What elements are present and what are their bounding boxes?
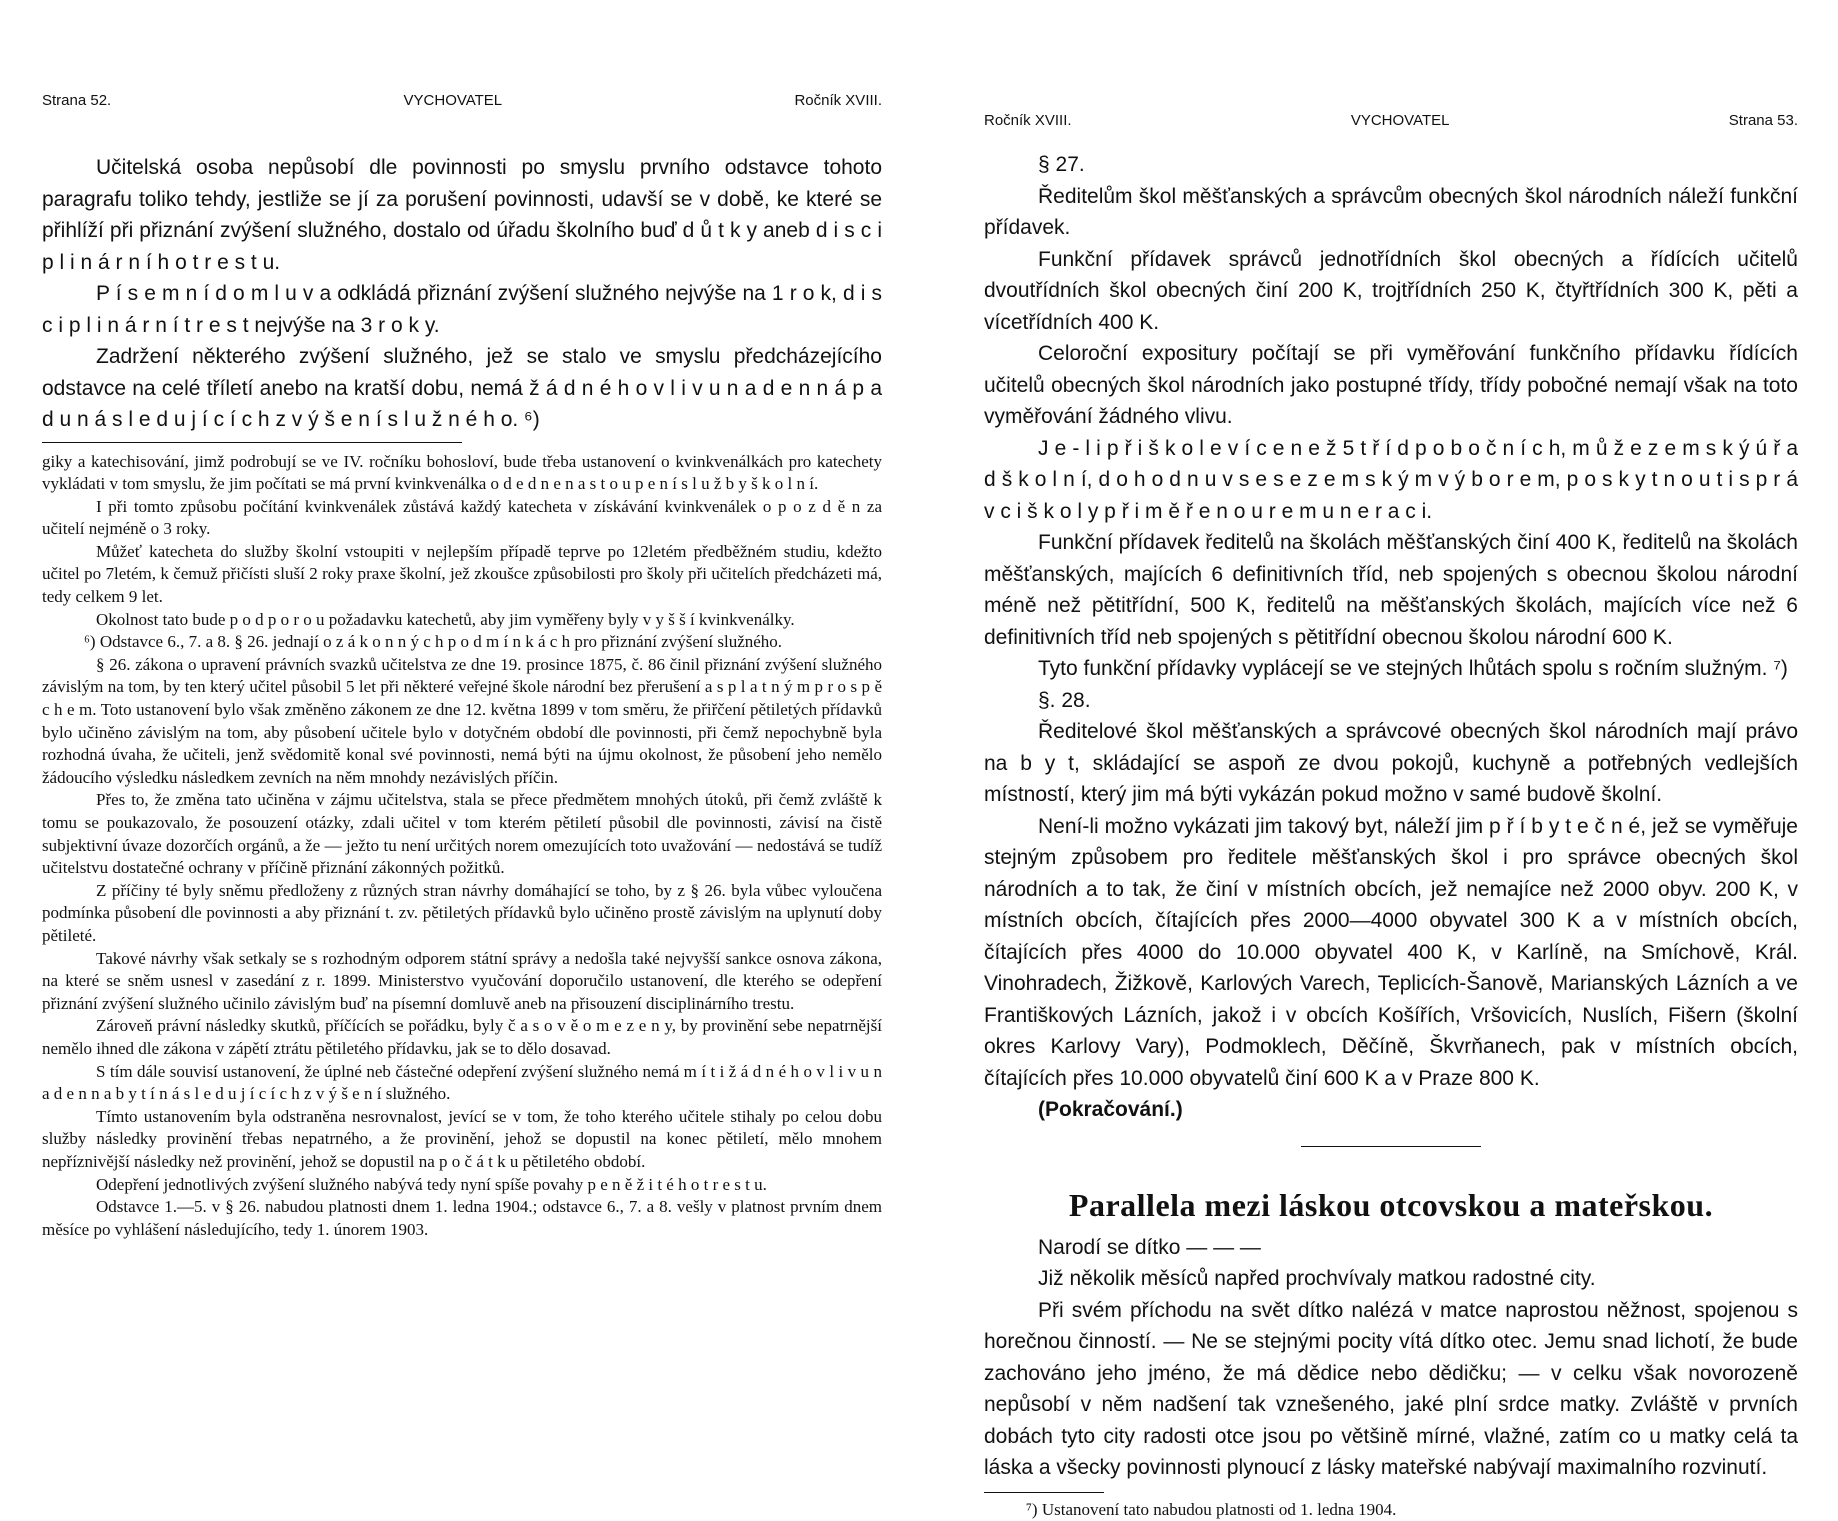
section-heading: § 27. bbox=[1038, 153, 1085, 176]
paragraph: Není-li možno vykázati jim takový byt, náleží jim p ř í b y t e č n é, jež se vyměřuje stejným způsobem pro ředitele měšťanských škol i pro správce obecných škol národních a to tak, že činí v místních obcích, jež nemajíce než 2000 obyv. 200 K, v místních obcích, čítajících přes 2000—4000 obyvatel 300 K a v místních obcích, čítajících přes 4000 do 10.000 obyvatel 400 K, v Karlíně, na Smíchově, Král. Vinohradech, Žižkově, Karlových Varech, Teplicích-Šanově, Marianských Lázních a ve Františkových Lázních, jakož i v obcích Košířích, Vršovicích, Nuslích, Fišern (školní okres Karlovy Vary), Podmoklech, Děčíně, Škvrňanech, pak v místních obcích, čítajících přes 10.000 obyvatelů činí 600 K a v Praze 800 K. bbox=[984, 814, 1798, 1090]
paragraph: P í s e m n í d o m l u v a odkládá přiznání zvýšení služného nejvýše na 1 r o k, d i s c i p l i n á r n í t r e s t nejvýše na 3 r o k y. bbox=[42, 282, 882, 337]
footnotes bbox=[42, 451, 882, 1242]
section-heading: §. 28. bbox=[1038, 688, 1091, 712]
footnote-divider bbox=[984, 1492, 1104, 1493]
paragraph: J e - l i p ř i š k o l e v í c e n e ž 5 t ř í d p o b o č n í c h, m ů ž e z e m s k ý ú ř a d š k o l n í, d o h o d n u v s e s e z e m s k ý m v ý b o r e m, p o s k y t n o u t i s p r á v c i š k o l y p ř i m ě ř e n o u r e m u n e r a c i. bbox=[984, 436, 1798, 523]
volume-label: Ročník XVIII. bbox=[794, 92, 882, 109]
footnote-paragraph: I při tomto způsobu počítání kvinkvenálek zůstává každý katecheta v získávání kvinkvenálek o p o z d ě n za učitelí nejméně o 3 roky. bbox=[42, 496, 882, 539]
paragraph: Zadržení některého zvýšení služného, jež se stalo ve smyslu předcházejícího odstavce na celé tříletí anebo na kratší dobu, nemá ž á d n é h o v l i v u n a d e n n á p a d u n á s l e d u j í c í c h z v ý š e n í s l u ž n é h o. ⁶) bbox=[42, 345, 882, 431]
footnote-paragraph: Můžeť katecheta do služby školní vstoupiti v nejlepším případě teprve po 12letém předběžném studiu, kdežto učitel po 7letém, k čemuž přičísti sluší 2 roky praxe školní, jež zkoušce způsobilosti pro školy při učitelích předcházeti má, tedy celkem 9 let. bbox=[42, 541, 882, 607]
footnote-paragraph: Odepření jednotlivých zvýšení služného nabývá tedy nyní spíše povahy p e n ě ž i t é h o t r e s t u. bbox=[96, 1174, 767, 1194]
left-page bbox=[42, 0, 882, 1241]
continued-label: (Pokračování.) bbox=[1038, 1098, 1183, 1121]
paragraph: Ředitelům škol měšťanských a správcům obecných škol národních náleží funkční přídavek. bbox=[984, 184, 1798, 239]
main-text bbox=[984, 149, 1798, 1126]
footnote-paragraph: Odstavce 1.—5. v § 26. nabudou platnosti dnem 1. ledna 1904.; odstavce 6., 7. a 8. vešly v platnost prvním dnem měsíce po vyhlášení následujícího, tedy 1. únorem 1903. bbox=[42, 1197, 882, 1239]
footnote-paragraph: Okolnost tato bude p o d p o r o u požadavku katechetů, aby jim vyměřeny byly v y š š í kvinkvenálky. bbox=[96, 609, 795, 629]
paragraph: Funkční přídavek správců jednotřídních škol obecných a řídících učitelů dvoutřídních škol obecných činí 200 K, trojtřídních 250 K, čtyřtřídních 300 K, pěti a vícetřídních 400 K. bbox=[984, 247, 1798, 334]
footnote-paragraph: S tím dále souvisí ustanovení, že úplné neb částečné odepření zvýšení služného nemá m í t i ž á d n é h o v l i v u n a d e n n a b y t í n á s l e d u j í c í c h z v ý š e n í služného. bbox=[42, 1061, 882, 1104]
journal-title: VYCHOVATEL bbox=[403, 92, 503, 109]
journal-title: VYCHOVATEL bbox=[1350, 112, 1450, 129]
page-header bbox=[42, 92, 882, 109]
paragraph: Narodí se dítko — — — bbox=[1038, 1235, 1261, 1259]
page-number: Strana 53. bbox=[1728, 112, 1798, 129]
main-text bbox=[42, 152, 882, 436]
footnote-paragraph: § 26. zákona o upravení právních svazků učitelstva ze dne 19. prosince 1875, č. 86 činil přiznání zvýšení služného závislým na tom, by ten který učitel působil 5 let při některé veřejné škole národní bez přerušení a s p l a t n ý m p r o s p ě c h e m. Toto ustanovení bylo však změněno zákonem ze dne 12. května 1899 v tom směru, že přiřčení pětiletých přídavků bylo učiněno závislým na tom, aby působení učitele bylo v dotyčném období dle povinnosti, při čemž nepochybně byla rozhodná úvaha, že učiteli, jenž svědomitě konal své povinnosti, nemá býti na újmu okolnost, že působení jeho nemělo žádoucího výsledku následkem zevních na něm mnohdy nezávislých příčin. bbox=[42, 654, 882, 787]
footnote-divider bbox=[42, 442, 462, 443]
paragraph: Funkční přídavek ředitelů na školách měšťanských činí 400 K, ředitelů na školách měšťanských, majících 6 definitivních tříd, neb spojených s obecnou školou národní méně než pětitřídní, 500 K, ředitelů na měšťanských školách, majících více než 6 definitivních tříd neb spojených s pětitřídní obecnou školou národní 600 K. bbox=[984, 531, 1798, 649]
page-number: Strana 52. bbox=[42, 92, 112, 109]
footnote: ⁷) Ustanovení tato nabudou platnosti od 1. ledna 1904. bbox=[1026, 1499, 1397, 1519]
paragraph: Již několik měsíců napřed prochvívaly matkou radostné city. bbox=[1038, 1267, 1596, 1290]
volume-label: Ročník XVIII. bbox=[984, 112, 1072, 129]
article-text bbox=[984, 1232, 1798, 1484]
footnote-paragraph: giky a katechisování, jimž podrobují se ve IV. ročníku bohosloví, bude třeba ustanovení o kvinkvenálkách pro katechety vykládati v tom smyslu, že jim počítati se má první kvinkvenálka o d e d n e n a s t o u p e n í s l u ž b y š k o l n í. bbox=[42, 451, 882, 494]
paragraph: Učitelská osoba nepůsobí dle povinnosti po smyslu prvního odstavce tohoto paragrafu toliko tehdy, jestliže se jí za porušení povinnosti, udavší se v době, ke které se přihlíží při přiznání zvýšení služného, dostalo od úřadu školního buď d ů t k y aneb d i s c i p l i n á r n í h o t r e s t u. bbox=[42, 156, 882, 274]
paragraph: Celoroční expositury počítají se při vyměřování funkčního přídavku řídících učitelů obecných škol národních jako postupné třídy, třídy pobočné nemají však na toto vyměřování žádného vlivu. bbox=[984, 342, 1798, 428]
paragraph: Při svém příchodu na svět dítko nalézá v matce naprostou něžnost, spojenou s horečnou činností. — Ne se stejnými pocity vítá dítko otec. Jemu snad lichotí, že bude zachováno jeho jméno, že má dědice nebo dědičku; — v celku však novorozeně nepůsobí v něm nadšení tak vznešeného, jaké plní srdce matky. Zvláště v prvních dobách tyto city radosti otce jsou po většině mírné, vlažné, zatím co u matky celá ta láska a všecky povinnosti plynoucí z lásky mateřské nabývají maximalního rozvinutí. bbox=[984, 1298, 1798, 1479]
article-title: Parallela mezi láskou otcovskou a mateřskou. bbox=[1068, 1186, 1714, 1223]
footnote-paragraph: Přes to, že změna tato učiněna v zájmu učitelstva, stala se přece předmětem mnohých útoků, při čemž zvláště k tomu se poukazovalo, že posouzení otázky, zdali učitel v tom kterém pětiletí působil dle povinnosti, závisí na čistě subjektivní úvaze dozorčích orgánů, a že — ježto tu není určitých norem omezujících toto uvažování — nedostává se tudíž učitelstvu dostatečné ochrany v příčině přiznání zákonných požitků. bbox=[42, 790, 882, 878]
footnote-paragraph: ⁶) Odstavce 6., 7. a 8. § 26. jednají o z á k o n n ý c h p o d m í n k á c h pro přiznání zvýšení služného. bbox=[84, 632, 783, 652]
footnote-paragraph: Tímto ustanovením byla odstraněna nesrovnalost, jevící se v tom, že toho kterého učitele stihaly po celou dobu služby následky provinění třebas nepatrného, a že provinění, jehož se dopustil na konec pětiletí, mělo mnohem nepříznivější následky než provinění, jehož se dopustil na p o č á t k u pětiletého období. bbox=[42, 1106, 882, 1171]
footnote-paragraph: Takové návrhy však setkaly se s rozhodným odporem státní správy a nedošla také nejvyšší sankce osnova zákona, na které se sněm usnesl v zasedání z r. 1899. Ministerstvo vyučování doporučilo ustanovení, dle kterého se odepření přiznání zvýšení služného učinilo závislým buď na písemní domluvě aneb na přisouzení disciplinárního trestu. bbox=[42, 948, 882, 1013]
footnote-paragraph: Zároveň právní následky skutků, příčících se pořádku, byly č a s o v ě o m e z e n y, by provinění sebe nepatrnější nemělo ihned dle zákona v zápětí ztrátu pětiletého přídavku, jak se to dělo dosavad. bbox=[42, 1016, 882, 1058]
paragraph: Tyto funkční přídavky vyplácejí se ve stejných lhůtách spolu s ročním služným. ⁷) bbox=[1038, 657, 1788, 680]
page-header bbox=[984, 112, 1798, 129]
footnote-paragraph: Z příčiny té byly sněmu předloženy z různých stran návrhy domáhající se toho, by z § 26. byla vůbec vyloučena podmínka působení dle povinnosti a aby přiznání t. zv. pětiletých přídavků bylo učiněno prostě závislým na uplynutí doby pětileté. bbox=[42, 880, 882, 945]
right-page bbox=[984, 0, 1798, 1521]
article-divider bbox=[1301, 1146, 1481, 1147]
paragraph: Ředitelové škol měšťanských a správcové obecných škol národních mají právo na b y t, skládající se aspoň ze dvou pokojů, kuchyně a potřebných vedlejších místností, který jim má býti vykázán pokud možno v samé budově školní. bbox=[984, 720, 1798, 806]
